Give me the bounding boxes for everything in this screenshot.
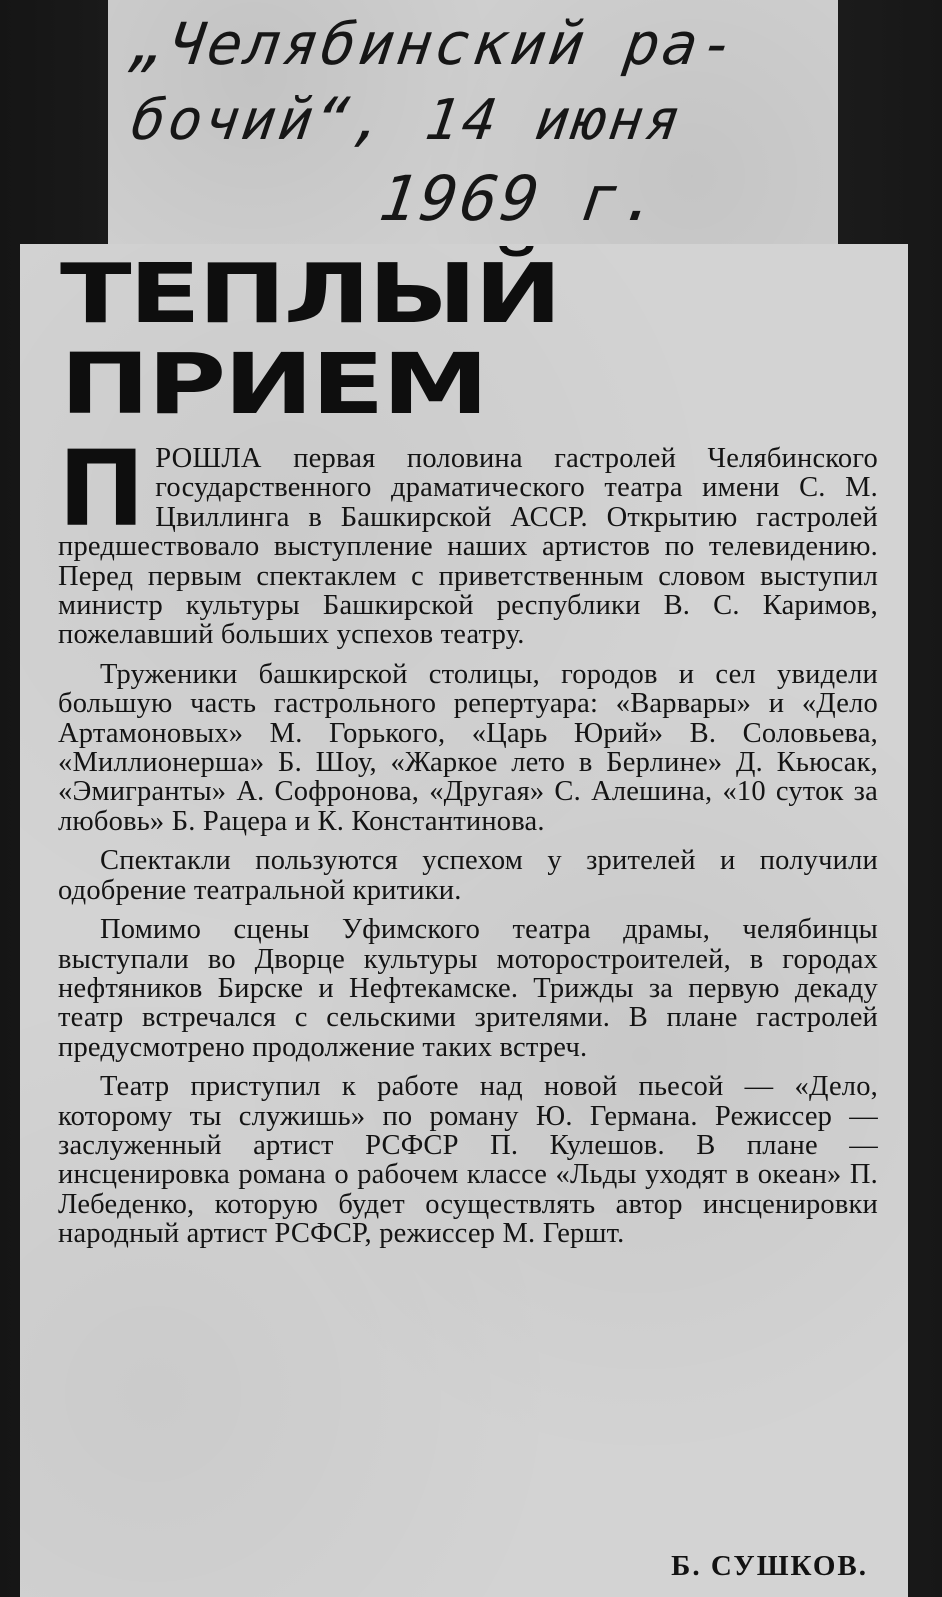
handwritten-note-line-3: 1969 г. — [374, 162, 668, 235]
article-paragraph-4: Помимо сцены Уфимского театра драмы, челябинцы выступали во Дворце культуры моторостроителей, в городах нефтяников Бирске и Нефтекамске. Трижды за первую декаду театр встречался с сельскими зрителями. В плане гастролей предусмотрено продолжение таких встреч. — [58, 914, 878, 1063]
article-dropcap: П — [58, 428, 146, 550]
article-lead-text: РОШЛА первая половина гастролей Челябинского государственного драматического театра имени С. М. Цвиллинга в Башкирской АССР. Открытию гастролей предшествовало выступление наших артистов по телевидению. Перед первым спектаклем с приветственным словом выступил министр культуры Башкирской республики В. С. Каримов, пожелавший больших успехов театру. — [58, 443, 878, 651]
article-paragraph-lead — [58, 428, 878, 651]
article-headline-line-1: ТЕПЛЫЙ — [60, 247, 560, 342]
article-headline-line-2: ПРИЕМ — [60, 335, 487, 433]
article-signature: Б. СУШКОВ. — [671, 1550, 868, 1582]
article-paragraph-2: Труженики башкирской столицы, городов и сел увидели большую часть гастрольного репертуара: «Варвары» и «Дело Артамоновых» М. Горького, «Царь Юрий» В. Соловьева, «Миллионерша» Б. Шоу, «Жаркое лето в Берлине» Д. Кьюсак, «Эмигранты» А. Софронова, «Другая» С. Алешина, «10 суток за любовь» Б. Рацера и К. Константинова. — [58, 658, 878, 837]
article-paragraph-3: Спектакли пользуются успехом у зрителей и получили одобрение театральной критики. — [58, 845, 878, 906]
handwritten-note-line-2: бочий“, 14 июня — [127, 88, 688, 153]
handwritten-note-slip — [108, 0, 838, 252]
article-body — [58, 428, 878, 1259]
article-paragraph-5: Театр приступил к работе над новой пьесой — «Дело, которому ты служишь» по роману Ю. Германа. Режиссер — заслуженный артист РСФСР П. Кулешов. В плане — инсценировка романа о рабочем классе «Льды уходят в океан» П. Лебеденко, которую будет осуществлять автор инсценировки народный артист РСФСР, режиссер М. Гершт. — [58, 1071, 878, 1250]
handwritten-note-line-1: „Челябинский ра- — [127, 10, 744, 78]
newspaper-clipping — [20, 244, 908, 1597]
